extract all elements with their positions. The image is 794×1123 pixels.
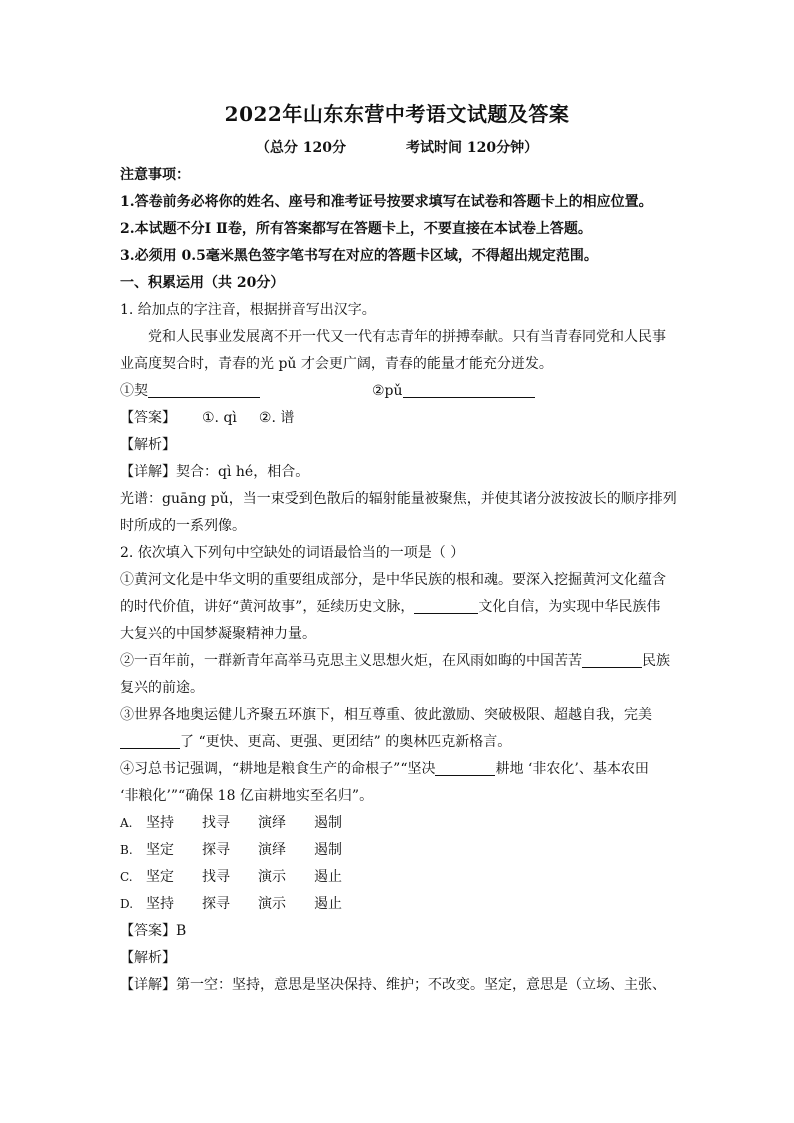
- document-body: [120, 162, 680, 999]
- question-stem: 2. 依次填入下列句中空缺处的词语最恰当的一项是（ ）: [120, 545, 465, 561]
- fill-blank: [582, 651, 642, 668]
- answer-blank: [403, 381, 535, 398]
- option-label: C.: [120, 870, 133, 884]
- blank-row: [120, 378, 680, 405]
- option-word: 坚持: [146, 896, 174, 912]
- detail-line: 光谱：guāng pǔ，当一束受到色散后的辐射能量被聚焦，并使其诸分波按波长的顺序排列: [120, 491, 677, 507]
- option-word: 找寻: [202, 869, 230, 885]
- sentence-line: ①黄河文化是中华文明的重要组成部分，是中华民族的根和魂。要深入挖掘黄河文化蕴含: [120, 572, 666, 588]
- sentence-text: ②一百年前，一群新青年高举马克思主义思想火炬，在风雨如晦的中国苦苦: [120, 653, 582, 669]
- note-item: 1.答卷前务必将你的姓名、座号和准考证号按要求填写在试卷和答题卡上的相应位置。: [120, 194, 653, 210]
- sentence-line: 复兴的前途。: [120, 680, 204, 696]
- sentence-line: [120, 648, 680, 675]
- option-word: 坚定: [146, 842, 174, 858]
- answer-value: ①. qì: [202, 410, 237, 426]
- detail-line: 时所成的一系列像。: [120, 518, 246, 534]
- sentence-line: ③世界各地奥运健儿齐聚五环旗下，相互尊重、彼此激励、突破极限、超越自我，完美: [120, 707, 652, 723]
- option-word: 探寻: [202, 896, 230, 912]
- option-word: 坚定: [146, 869, 174, 885]
- sentence-text: 耕地 ‘非农化’、基本农田: [495, 761, 649, 777]
- option-label: D.: [120, 897, 134, 911]
- answer-row: [120, 405, 680, 432]
- answer-blank: [148, 381, 260, 398]
- answer-row: 【答案】B: [120, 923, 187, 939]
- option-row: [120, 810, 680, 837]
- sentence-line: ‘非粮化’”“确保 18 亿亩耕地实至名归”。: [120, 788, 374, 804]
- sentence-text: 的时代价值，讲好“黄河故事”，延续历史文脉，: [120, 599, 415, 615]
- fill-blank: [435, 759, 495, 776]
- answer-label: 【答案】: [120, 410, 176, 426]
- sentence-line: [120, 729, 680, 756]
- blank-label: ②pǔ: [372, 383, 403, 399]
- sentence-line: [120, 594, 680, 621]
- sentence-line: 大复兴的中国梦凝聚精神力量。: [120, 626, 316, 642]
- fill-blank: [120, 732, 180, 749]
- option-row: [120, 837, 680, 864]
- passage-line: 业高度契合时，青春的光 pǔ 才会更广阔，青春的能量才能充分迸发。: [120, 356, 553, 372]
- analysis-label: 【解析】: [120, 437, 176, 453]
- sentence-text: ④习总书记强调，“耕地是粮食生产的命根子”“坚决: [120, 761, 436, 777]
- option-row: [120, 891, 680, 918]
- exam-info: [0, 137, 794, 157]
- option-label: A.: [120, 816, 133, 830]
- passage-line: 党和人民事业发展离不开一代又一代有志青年的拼搏奉献。只有当青春同党和人民事: [148, 329, 666, 345]
- notes-heading: 注意事项：: [120, 167, 190, 183]
- blank-label: ①契: [120, 383, 148, 399]
- page-title: 2022年山东东营中考语文试题及答案: [224, 102, 570, 126]
- analysis-label: 【解析】: [120, 950, 176, 966]
- option-word: 遏制: [314, 842, 342, 858]
- sentence-text: 文化自信，为实现中华民族伟: [478, 599, 661, 615]
- option-word: 演绎: [258, 815, 286, 831]
- option-word: 探寻: [202, 842, 230, 858]
- option-word: 演示: [258, 869, 286, 885]
- note-item: 2.本试题不分Ⅰ Ⅱ卷，所有答案都写在答题卡上，不要直接在本试卷上答题。: [120, 221, 592, 237]
- sentence-text: 了 “更快、更高、更强、更团结” 的奥林匹克新格言。: [180, 734, 512, 750]
- option-row: [120, 864, 680, 891]
- option-word: 坚持: [146, 815, 174, 831]
- question-stem: 1. 给加点的字注音，根据拼音写出汉字。: [120, 302, 376, 318]
- option-word: 遏制: [314, 815, 342, 831]
- option-word: 遏止: [314, 896, 342, 912]
- option-word: 遏止: [314, 869, 342, 885]
- option-label: B.: [120, 843, 133, 857]
- option-word: 演绎: [258, 842, 286, 858]
- sentence-line: [120, 756, 680, 783]
- total-score: （总分 120分: [255, 140, 346, 156]
- option-word: 演示: [258, 896, 286, 912]
- section-heading: 一、积累运用（共 20分）: [120, 275, 285, 291]
- fill-blank: [414, 597, 478, 614]
- note-item: 3.必须用 0.5毫米黑色签字笔书写在对应的答题卡区域，不得超出规定范围。: [120, 248, 598, 264]
- option-word: 找寻: [202, 815, 230, 831]
- detail-line: 【详解】第一空：坚持，意思是坚决保持、维护；不改变。坚定，意思是（立场、主张、: [120, 977, 666, 993]
- sentence-text: 民族: [642, 653, 670, 669]
- answer-value: ②. 谱: [258, 410, 295, 426]
- detail-line: 【详解】契合：qì hé，相合。: [120, 464, 310, 480]
- exam-time: 考试时间 120分钟）: [406, 140, 539, 156]
